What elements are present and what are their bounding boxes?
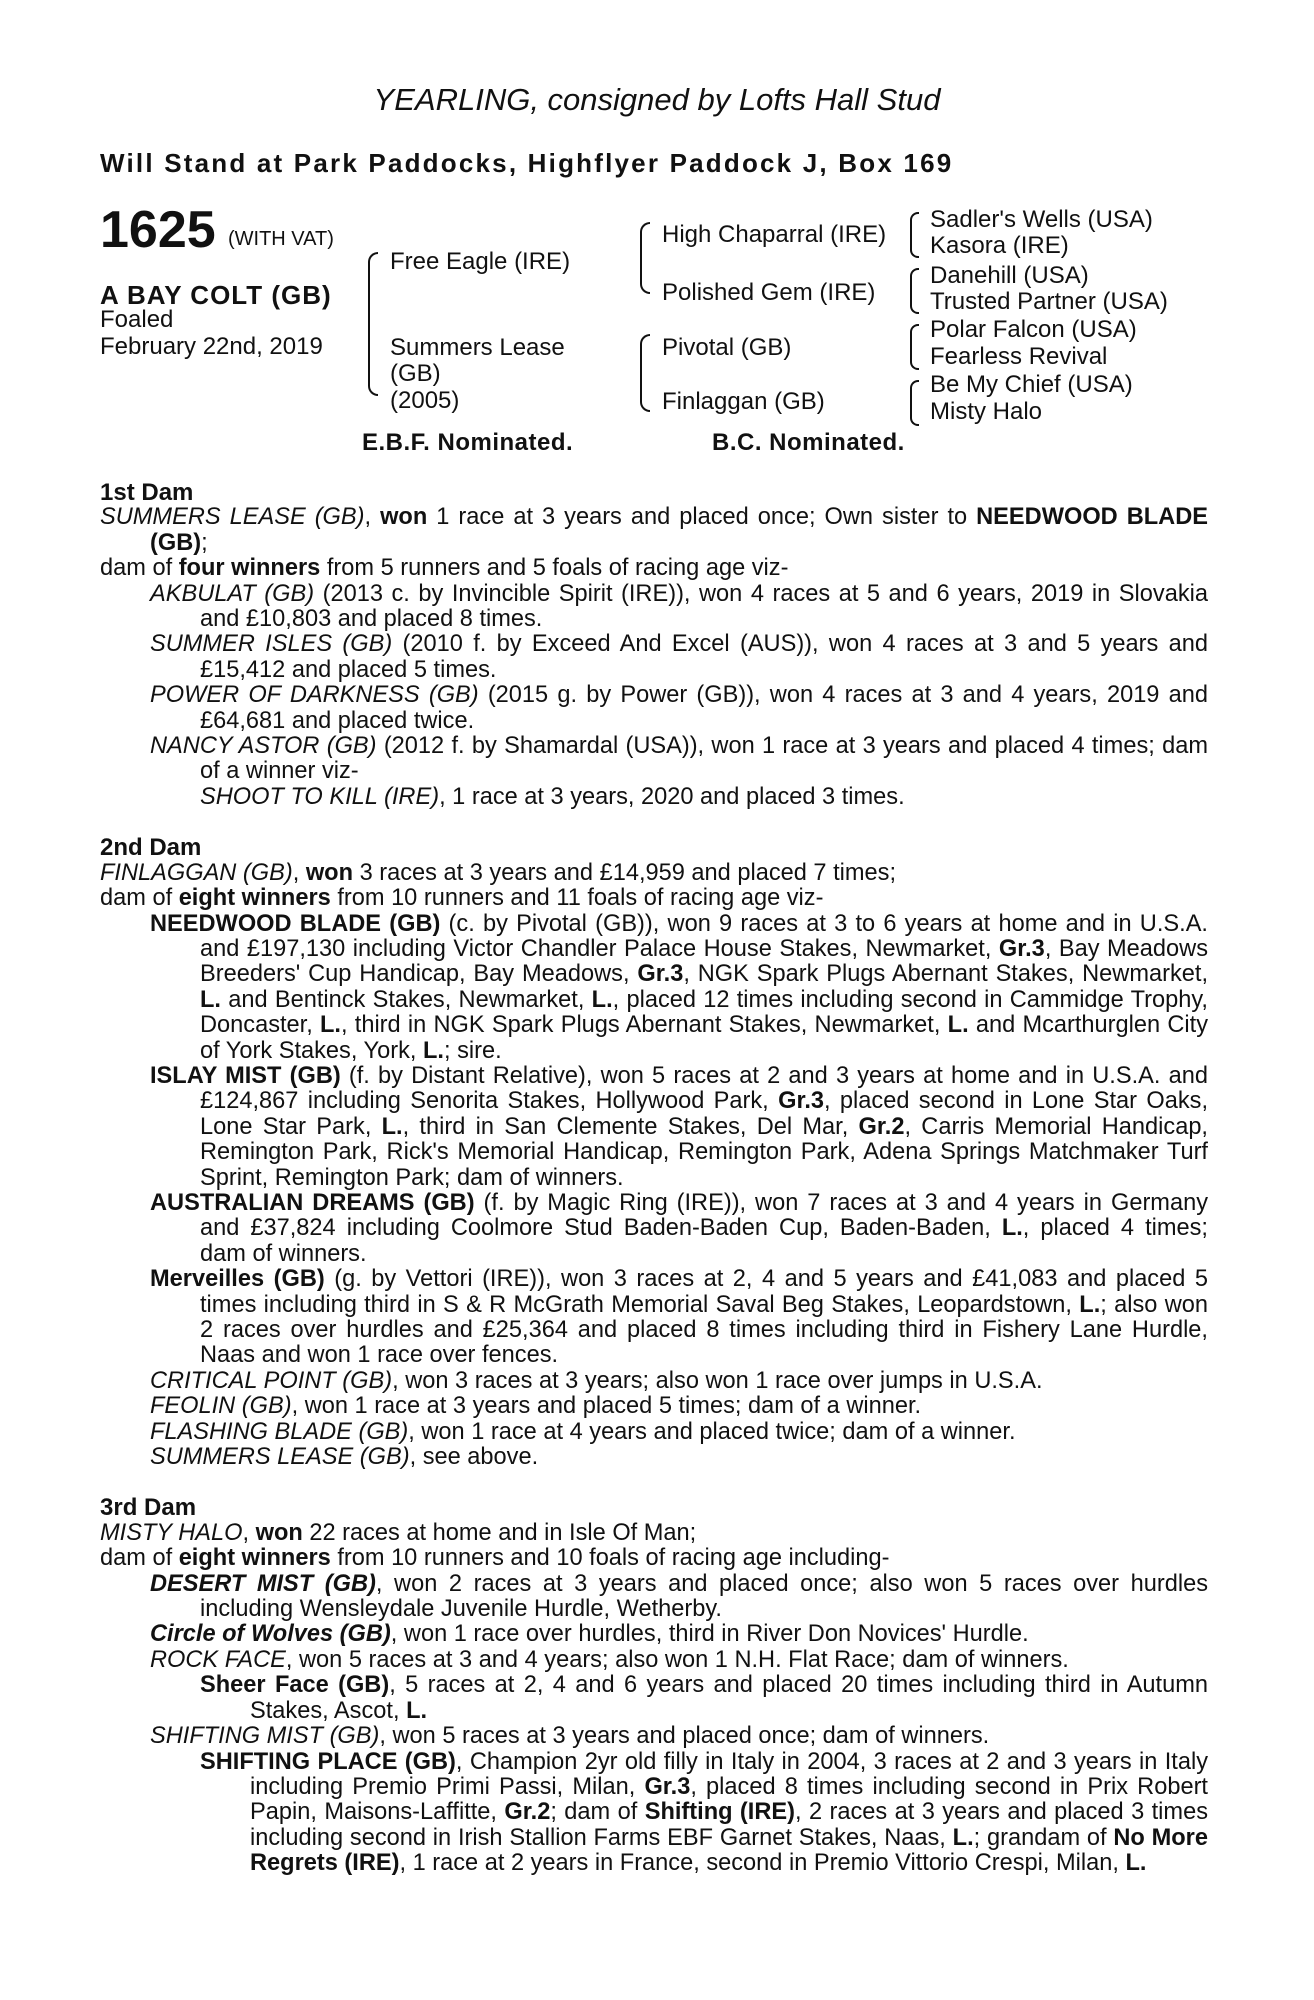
vat-label: (WITH VAT) [228, 228, 334, 250]
won-label: won [380, 504, 428, 531]
produce-entry [100, 582, 1208, 633]
produce-entry [100, 1369, 1208, 1394]
dam-of-tail: from 10 runners and 11 foals of racing age viz- [330, 885, 824, 912]
listed: L. [947, 1012, 969, 1039]
dam-name-line1: Summers Lease [390, 334, 565, 361]
second-dam-name: FINLAGGAN (GB) [100, 859, 293, 886]
grade: Gr.3 [644, 1773, 691, 1800]
produce-entry [100, 734, 1208, 785]
produce-entry [100, 683, 1208, 734]
grade: Gr.3 [998, 935, 1045, 962]
produce-entry [100, 1267, 1208, 1369]
produce-text: , 2 races at 3 years and placed 3 times including second in Irish Stallion Farms EBF Garnet Stakes, Naas, [250, 1799, 1208, 1851]
winners-count: four winners [178, 555, 321, 582]
first-dam-produce-summary [100, 556, 1208, 581]
produce-name: ISLAY MIST (GB) [150, 1062, 341, 1089]
produce-text: , 1 race at 2 years in France, second in Premio Vittorio Crespi, Milan, [399, 1850, 1126, 1877]
brace-gen3-3 [910, 324, 919, 370]
brace-gen3-4 [910, 380, 919, 426]
second-dam-heading: 2nd Dam [100, 834, 202, 862]
dam-of-label: dam of [100, 1545, 179, 1572]
catalogue-body [100, 480, 1208, 1877]
produce-name: SUMMER ISLES (GB) [150, 631, 393, 658]
produce-text: , placed 12 times including second in Cammidge Trophy, Doncaster, [200, 986, 1208, 1039]
brace-dam [640, 334, 650, 412]
listed: L. [406, 1697, 428, 1724]
listed: L. [1001, 1215, 1023, 1242]
produce-text: , won 1 race at 3 years and placed 5 times; dam of a winner. [291, 1393, 922, 1420]
produce-entry [100, 1648, 1208, 1673]
produce-text: , won 1 race at 4 years and placed twice; dam of a winner. [408, 1418, 1016, 1445]
produce-name: AUSTRALIAN DREAMS (GB) [150, 1189, 475, 1216]
produce-text: and Bentinck Stakes, Newmarket, [220, 986, 592, 1013]
dam-dam: Finlaggan (GB) [662, 388, 825, 415]
produce-entry [100, 1673, 1208, 1724]
produce-text: , see above. [409, 1444, 539, 1471]
dam-of-label: dam of [100, 885, 179, 912]
produce-text: ; grandam of [973, 1824, 1114, 1851]
listed: L. [200, 986, 221, 1013]
produce-text: (2012 f. by Shamardal (USA)), won 1 race at 3 years and placed 4 times; dam of a winner viz- [200, 733, 1208, 785]
produce-entry [100, 1064, 1208, 1191]
won-label: won [305, 859, 354, 886]
ped-ddd: Misty Halo [930, 398, 1043, 425]
sire-name: Free Eagle (IRE) [390, 248, 571, 275]
first-dam-heading: 1st Dam [100, 479, 194, 506]
own-sister-name: NEEDWOOD BLADE (GB) [150, 504, 1208, 556]
produce-entry [100, 632, 1208, 683]
produce-name: ROCK FACE [150, 1646, 286, 1673]
produce-name: FLASHING BLADE (GB) [150, 1418, 409, 1445]
produce-name: No More Regrets (IRE) [250, 1824, 1208, 1877]
produce-text: , placed 4 times; dam of winners. [200, 1215, 1208, 1267]
listed: L. [1079, 1291, 1101, 1318]
produce-text: (2013 c. by Invincible Spirit (IRE)), won 4 races at 5 and 6 years, 2019 in Slovakia and £10,803 and placed 8 times. [200, 580, 1208, 633]
produce-entry [100, 1445, 1208, 1470]
bc-nominated: B.C. Nominated. [712, 429, 905, 456]
produce-entry [100, 1750, 1208, 1877]
first-dam-record: SUMMERS LEASE (GB), won 1 race at 3 years and placed once; Own sister to NEEDWOOD BLADE (GB); [100, 504, 1208, 556]
produce-name: Circle of Wolves (GB) [150, 1621, 391, 1648]
produce-name: FEOLIN (GB) [150, 1393, 292, 1420]
produce-text: (f. by Distant Relative), won 5 races at 2 and 3 years at home and in U.S.A. and £124,867 including Senorita Stakes, Hollywood Park, [200, 1062, 1208, 1115]
ped-dss: Polar Falcon (USA) [930, 316, 1137, 343]
produce-text: , Champion 2yr old filly in Italy in 2004, 3 races at 2 and 3 years in Italy including Premio Primi Passi, Milan, [250, 1748, 1209, 1800]
produce-text: ; sire. [443, 1037, 502, 1064]
produce-text: , 5 races at 2, 4 and 6 years and placed 20 times including third in Autumn Stakes, Ascot, [250, 1672, 1209, 1724]
produce-text: , won 5 races at 3 and 4 years; also won 1 N.H. Flat Race; dam of winners. [285, 1646, 1069, 1673]
produce-text: , won 3 races at 3 years; also won 1 race over jumps in U.S.A. [392, 1367, 1043, 1394]
ped-sds: Danehill (USA) [930, 262, 1089, 289]
dam-name-line2: (GB) [390, 360, 441, 387]
produce-name: SUMMERS LEASE (GB) [150, 1444, 410, 1471]
produce-text: , third in NGK Spark Plugs Abernant Stakes, Newmarket, [340, 1012, 948, 1039]
grade: Gr.3 [637, 961, 684, 988]
listed: L. [1125, 1850, 1147, 1877]
dam-of-label: dam of [100, 555, 179, 582]
grade: Gr.2 [858, 1113, 905, 1140]
horse-name: A BAY COLT (GB) [100, 280, 332, 310]
produce-name: SHIFTING MIST (GB) [150, 1723, 380, 1750]
produce-text: (g. by Vettori (IRE)), won 3 races at 2, 4 and 5 years and £41,083 and placed 5 times including third in S & R McGrath Memorial Saval Beg Stakes, Leopardstown, [200, 1266, 1208, 1318]
ped-dsd: Fearless Revival [930, 343, 1108, 370]
third-dam-produce-summary [100, 1546, 1208, 1571]
produce-name: Sheer Face (GB) [200, 1672, 390, 1699]
produce-name: Shifting (IRE) [644, 1799, 795, 1826]
produce-text: , placed second in Lone Star Oaks, Lone Star Park, [200, 1088, 1208, 1140]
dam-sire: Pivotal (GB) [662, 334, 792, 361]
winners-count: eight winners [178, 885, 331, 912]
produce-entry [100, 1622, 1208, 1647]
produce-text: , Carris Memorial Handicap, Remington Park, Rick's Memorial Handicap, Remington Park, Adena Springs Matchmaker Turf Sprint, Remington Park; dam of winners. [200, 1113, 1208, 1191]
produce-name: SHOOT TO KILL (IRE) [200, 783, 440, 810]
produce-text: , NGK Spark Plugs Abernant Stakes, Newmarket, [683, 961, 1208, 988]
produce-entry [100, 912, 1208, 1064]
grade: Gr.2 [504, 1799, 551, 1826]
produce-entry [100, 1394, 1208, 1419]
produce-name: DESERT MIST (GB) [150, 1570, 376, 1597]
produce-text: (f. by Magic Ring (IRE)), won 7 races at 3 and 4 years in Germany and £37,824 including Coolmore Stud Baden-Baden Cup, Baden-Baden, [200, 1189, 1208, 1242]
dam-of-tail: from 10 runners and 10 foals of racing age including- [330, 1545, 890, 1572]
stand-location: Will Stand at Park Paddocks, Highflyer Paddock J, Box 169 [100, 148, 954, 178]
second-dam-text: 3 races at 3 years and £14,959 and placed 7 times; [353, 859, 897, 886]
listed: L. [320, 1012, 341, 1039]
produce-name: Merveilles (GB) [150, 1266, 325, 1293]
third-dam-record: MISTY HALO, won 22 races at home and in Isle Of Man; [100, 1519, 697, 1546]
produce-name: CRITICAL POINT (GB) [150, 1367, 393, 1394]
produce-text: , won 5 races at 3 years and placed once; dam of winners. [379, 1723, 990, 1750]
brace-sire [640, 222, 650, 294]
first-dam-name: SUMMERS LEASE (GB) [100, 504, 365, 531]
produce-text: and Mcarthurglen City of York Stakes, York, [200, 1012, 1209, 1064]
produce-entry [100, 1191, 1208, 1267]
brace-main [368, 252, 378, 396]
subtitle: YEARLING, consigned by Lofts Hall Stud [373, 82, 941, 117]
ped-sss: Sadler's Wells (USA) [930, 206, 1153, 233]
produce-text: (2010 f. by Exceed And Excel (AUS)), won 4 races at 3 and 5 years and £15,412 and placed 5 times. [200, 631, 1208, 683]
third-dam-name: MISTY HALO [100, 1519, 243, 1546]
produce-entry [100, 1724, 1208, 1749]
grade: Gr.3 [778, 1088, 825, 1115]
produce-name: NEEDWOOD BLADE (GB) [150, 910, 441, 937]
second-dam-record: FINLAGGAN (GB), won 3 races at 3 years and £14,959 and placed 7 times; [100, 859, 897, 886]
lot-number: 1625 [100, 201, 216, 259]
ped-dds: Be My Chief (USA) [930, 371, 1133, 398]
winners-count: eight winners [178, 1545, 331, 1572]
produce-text: , won 1 race over hurdles, third in River Don Novices' Hurdle. [390, 1621, 1029, 1648]
produce-text: ; also won 2 races over hurdles and £25,364 and placed 8 times including third in Fishery Lane Hurdle, Naas and won 1 race over fences. [200, 1291, 1208, 1369]
dam-name-line3: (2005) [390, 387, 460, 414]
foaled-date: February 22nd, 2019 [100, 333, 323, 360]
produce-name: AKBULAT (GB) [150, 580, 315, 607]
foaled-label: Foaled [100, 306, 174, 333]
produce-entry [100, 1572, 1208, 1623]
produce-text: ; dam of [550, 1799, 645, 1826]
produce-text: , third in San Clemente Stakes, Del Mar, [402, 1113, 859, 1140]
produce-text: , Bay Meadows Breeders' Cup Handicap, Bay Meadows, [200, 935, 1208, 988]
dam-of-tail: from 5 runners and 5 foals of racing age viz- [320, 555, 789, 582]
produce-name: POWER OF DARKNESS (GB) [150, 682, 479, 709]
listed: L. [952, 1824, 974, 1851]
punct: ; [201, 529, 208, 556]
won-label: won [255, 1519, 303, 1546]
produce-text: , 1 race at 3 years, 2020 and placed 3 times. [439, 783, 905, 810]
third-dam-heading: 3rd Dam [100, 1494, 197, 1522]
ped-ssd: Kasora (IRE) [930, 232, 1069, 259]
ebf-nominated: E.B.F. Nominated. [362, 429, 574, 456]
listed: L. [381, 1113, 403, 1140]
produce-text: , won 2 races at 3 years and placed once; also won 5 races over hurdles including Wensleydale Juvenile Hurdle, Wetherby. [200, 1570, 1208, 1623]
produce-name: NANCY ASTOR (GB) [150, 733, 377, 760]
listed: L. [591, 986, 613, 1013]
second-dam-produce-summary [100, 886, 1208, 911]
sire-sire: High Chaparral (IRE) [662, 221, 887, 248]
brace-gen3-2 [910, 268, 919, 314]
produce-text: (2015 g. by Power (GB)), won 4 races at 3 and 4 years, 2019 and £64,681 and placed twice. [200, 682, 1208, 734]
produce-text: , placed 8 times including second in Prix Robert Papin, Maisons-Laffitte, [250, 1773, 1208, 1826]
brace-gen3-1 [910, 212, 919, 258]
produce-text: (c. by Pivotal (GB)), won 9 races at 3 to 6 years at home and in U.S.A. and £197,130 including Victor Chandler Palace House Stakes, Newmarket, [200, 910, 1208, 962]
produce-entry [100, 785, 1208, 810]
produce-entry [100, 1420, 1208, 1445]
listed: L. [422, 1037, 444, 1064]
sire-dam: Polished Gem (IRE) [662, 279, 876, 306]
first-dam-text: 1 race at 3 years and placed once; Own sister to [427, 504, 977, 531]
produce-name: SHIFTING PLACE (GB) [200, 1748, 456, 1775]
third-dam-text: 22 races at home and in Isle Of Man; [302, 1519, 697, 1546]
ped-sdd: Trusted Partner (USA) [930, 288, 1168, 315]
